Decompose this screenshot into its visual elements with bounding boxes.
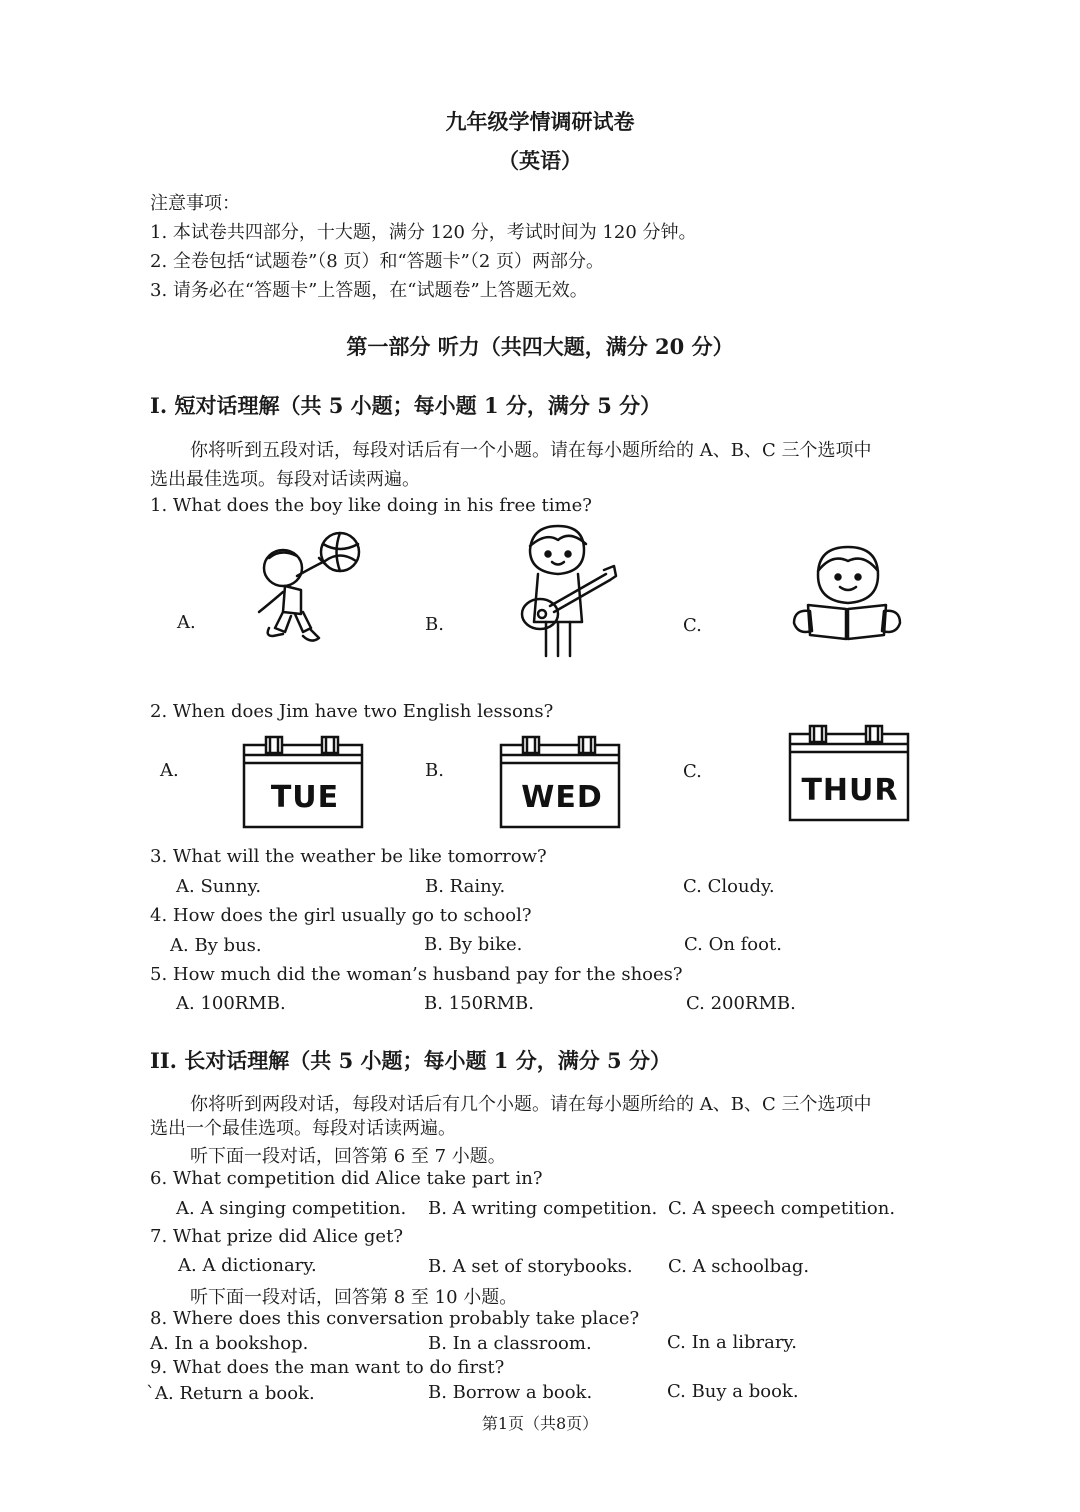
page-subtitle: （英语）	[498, 148, 582, 173]
option-c: C. A speech competition.	[668, 1198, 896, 1219]
option-label-a: A.	[177, 612, 196, 633]
calendar-icon-wed	[497, 733, 623, 829]
question-8: 8. Where does this conversation probably take place?	[150, 1308, 640, 1329]
dialogue-lead: 听下面一段对话，回答第 6 至 7 小题。	[190, 1146, 506, 1167]
boy-basketball-icon	[245, 528, 370, 658]
notes-item: 2. 全卷包括“试题卷”（8 页）和“答题卡”（2 页）两部分。	[150, 251, 605, 272]
calendar-icon-tue	[240, 733, 366, 829]
calendar-icon-thur	[786, 722, 912, 824]
page-number: 第1页（共8页）	[481, 1414, 599, 1433]
option-a: `A. Return a book.	[146, 1383, 315, 1404]
option-label-a: A.	[160, 760, 179, 781]
option-a: A. A singing competition.	[176, 1198, 407, 1219]
option-c: C. A schoolbag.	[668, 1256, 810, 1277]
question-9: 9. What does the man want to do first?	[150, 1357, 505, 1378]
option-a: A. Sunny.	[176, 876, 262, 897]
question-1: 1. What does the boy like doing in his free time?	[150, 495, 592, 516]
question-5: 5. How much did the woman’s husband pay for the shoes?	[150, 964, 683, 985]
section-instructions: 你将听到五段对话，每段对话后有一个小题。请在每小题所给的 A、B、C 三个选项中	[190, 440, 872, 461]
option-a: A. In a bookshop.	[150, 1333, 309, 1354]
option-a: A. 100RMB.	[176, 993, 286, 1014]
question-2: 2. When does Jim have two English lessons?	[150, 701, 554, 722]
option-c: C. On foot.	[684, 934, 782, 955]
part-title: 第一部分 听力（共四大题，满分 20 分）	[346, 334, 734, 359]
option-c: C. Cloudy.	[683, 876, 775, 897]
option-c: C. Buy a book.	[667, 1381, 799, 1402]
option-a: A. By bus.	[170, 935, 262, 956]
calendar-day-thur: THUR	[801, 773, 899, 808]
option-b: B. Borrow a book.	[428, 1382, 593, 1403]
section-title: I. 短对话理解（共 5 小题；每小题 1 分，满分 5 分）	[150, 393, 662, 418]
question-7: 7. What prize did Alice get?	[150, 1226, 403, 1247]
boy-guitar-icon	[510, 522, 620, 662]
option-label-b: B.	[425, 614, 444, 635]
option-b: B. In a classroom.	[428, 1333, 592, 1354]
option-c: C. 200RMB.	[686, 993, 796, 1014]
question-4: 4. How does the girl usually go to school?	[150, 905, 532, 926]
dialogue-lead: 听下面一段对话，回答第 8 至 10 小题。	[190, 1287, 518, 1308]
question-3: 3. What will the weather be like tomorrow?	[150, 846, 547, 867]
option-c: C. In a library.	[667, 1332, 797, 1353]
boy-reading-icon	[788, 543, 906, 643]
section-instructions: 选出最佳选项。每段对话读两遍。	[150, 469, 420, 490]
section-instructions: 你将听到两段对话，每段对话后有几个小题。请在每小题所给的 A、B、C 三个选项中	[190, 1094, 872, 1115]
option-label-b: B.	[425, 760, 444, 781]
section-instructions: 选出一个最佳选项。每段对话读两遍。	[150, 1118, 456, 1139]
option-label-c: C.	[683, 761, 702, 782]
section-title: II. 长对话理解（共 5 小题；每小题 1 分，满分 5 分）	[150, 1048, 671, 1073]
question-6: 6. What competition did Alice take part in?	[150, 1168, 543, 1189]
notes-item: 3. 请务必在“答题卡”上答题，在“试题卷”上答题无效。	[150, 280, 588, 301]
calendar-day-wed: WED	[521, 780, 603, 815]
option-b: B. 150RMB.	[424, 993, 534, 1014]
notes-item: 1. 本试卷共四部分，十大题，满分 120 分，考试时间为 120 分钟。	[150, 222, 697, 243]
option-label-c: C.	[683, 615, 702, 636]
option-b: B. Rainy.	[425, 876, 506, 897]
option-b: B. A writing competition.	[428, 1198, 658, 1219]
option-b: B. A set of storybooks.	[428, 1256, 633, 1277]
option-b: B. By bike.	[424, 934, 523, 955]
calendar-day-tue: TUE	[270, 780, 340, 815]
page-title: 九年级学情调研试卷	[445, 109, 635, 134]
notes-heading: 注意事项：	[150, 193, 240, 214]
option-a: A. A dictionary.	[178, 1255, 317, 1276]
